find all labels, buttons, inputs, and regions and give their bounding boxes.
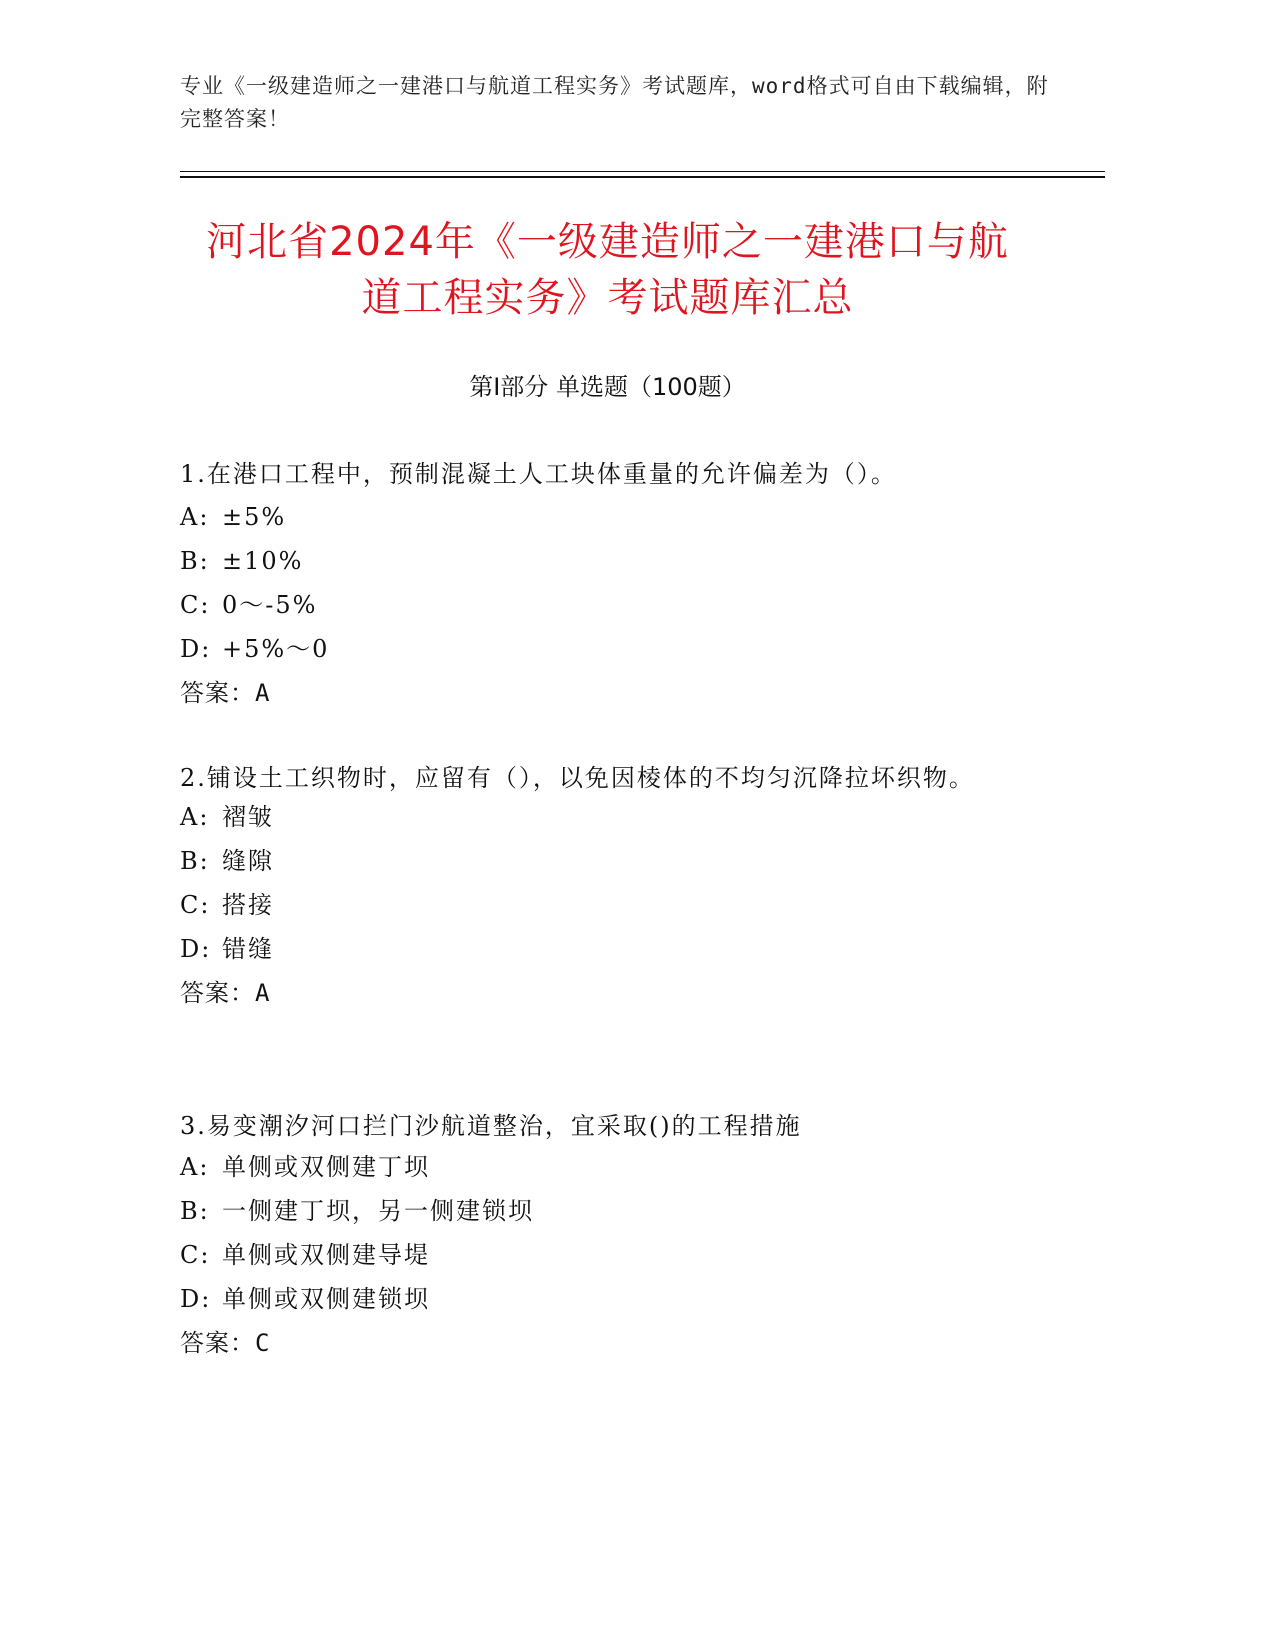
- option-letter: A:: [180, 1153, 210, 1181]
- option-text: 褶皱: [222, 803, 274, 831]
- question-stem: 3.易变潮汐河口拦门沙航道整治，宜采取()的工程措施: [180, 1112, 802, 1140]
- option-text: 单侧或双侧建锁坝: [222, 1285, 430, 1313]
- option-a: [180, 495, 1060, 539]
- option-text: ±5%: [222, 503, 287, 531]
- option-d: [180, 927, 1060, 971]
- option-text: 单侧或双侧建导堤: [222, 1241, 430, 1269]
- option-list: [180, 495, 1060, 671]
- document-title-line-1: 河北省2024年《一级建造师之一建港口与航: [206, 219, 1009, 265]
- option-letter: B:: [180, 847, 210, 875]
- header-divider-thin: [180, 171, 1105, 172]
- option-text: 一侧建丁坝，另一侧建锁坝: [222, 1197, 534, 1225]
- option-text: 错缝: [222, 935, 274, 963]
- option-letter: C:: [180, 1241, 211, 1269]
- header-note: 专业《一级建造师之一建港口与航道工程实务》考试题库，word格式可自由下载编辑，附完整答案！: [180, 74, 1049, 131]
- document-title: [140, 214, 1075, 326]
- option-d: [180, 1277, 1060, 1321]
- option-letter: C:: [180, 891, 211, 919]
- question-3: [180, 1110, 1060, 1365]
- option-letter: B:: [180, 1197, 210, 1225]
- option-a: [180, 795, 1060, 839]
- option-letter: C:: [180, 591, 211, 619]
- option-b: [180, 539, 1060, 583]
- option-a: [180, 1145, 1060, 1189]
- answer-line: 答案：C: [180, 1329, 271, 1357]
- option-text: 缝隙: [222, 847, 274, 875]
- option-letter: A:: [180, 803, 210, 831]
- option-letter: B:: [180, 547, 210, 575]
- option-list: [180, 1145, 1060, 1321]
- option-text: ±10%: [222, 547, 304, 575]
- option-c: [180, 883, 1060, 927]
- option-letter: A:: [180, 503, 210, 531]
- answer-line: 答案：A: [180, 679, 271, 707]
- option-text: 0～-5%: [222, 591, 318, 619]
- option-c: [180, 583, 1060, 627]
- document-title-line-2: 道工程实务》考试题库汇总: [361, 275, 854, 321]
- option-d: [180, 627, 1060, 671]
- option-text: 单侧或双侧建丁坝: [222, 1153, 430, 1181]
- option-letter: D:: [180, 935, 212, 963]
- option-letter: D:: [180, 635, 212, 663]
- option-b: [180, 839, 1060, 883]
- option-letter: D:: [180, 1285, 212, 1313]
- section-heading: 第Ⅰ部分 单选题（100题）: [469, 373, 746, 401]
- answer-line: 答案：A: [180, 979, 271, 1007]
- question-1: [180, 458, 1060, 715]
- option-list: [180, 795, 1060, 971]
- question-stem: 1.在港口工程中，预制混凝土人工块体重量的允许偏差为（）。: [180, 460, 897, 488]
- question-2: [180, 762, 1060, 1015]
- option-text: 搭接: [222, 891, 274, 919]
- option-c: [180, 1233, 1060, 1277]
- option-text: +5%～0: [222, 635, 330, 663]
- header-divider-thick: [180, 176, 1105, 178]
- question-stem: 2.铺设土工织物时，应留有（），以免因棱体的不均匀沉降拉坏织物。: [180, 764, 975, 792]
- option-b: [180, 1189, 1060, 1233]
